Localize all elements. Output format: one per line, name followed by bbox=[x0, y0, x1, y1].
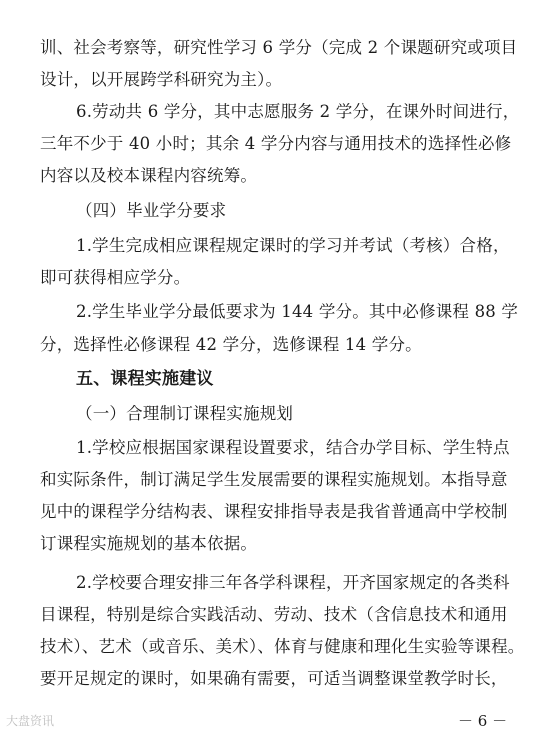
text-line: 分，选择性必修课程 42 学分，选修课程 14 学分。 bbox=[40, 335, 422, 354]
text-line: 1.学校应根据国家课程设置要求，结合办学目标、学生特点 bbox=[76, 438, 510, 457]
page-number: － 6 － bbox=[458, 712, 508, 730]
text-line: 6.劳动共 6 学分，其中志愿服务 2 学分，在课外时间进行， bbox=[76, 102, 520, 121]
text-line: 和实际条件，制订满足学生发展需要的课程实施规划。本指导意 bbox=[40, 470, 508, 489]
text-line: 三年不少于 40 小时；其余 4 学分内容与通用技术的选择性必修 bbox=[40, 134, 512, 153]
text-line: 2.学生毕业学分最低要求为 144 学分。其中必修课程 88 学 bbox=[76, 302, 519, 321]
text-line: 要开足规定的课时，如果确有需要，可适当调整课堂教学时长， bbox=[40, 669, 508, 688]
text-line: 1.学生完成相应课程规定课时的学习并考试（考核）合格， bbox=[76, 236, 510, 255]
text-line: 见中的课程学分结构表、课程安排指导表是我省普通高中学校制 bbox=[40, 502, 508, 521]
text-line: 订课程实施规划的基本依据。 bbox=[40, 534, 258, 553]
text-line: 设计，以开展跨学科研究为主）。 bbox=[40, 70, 283, 89]
text-line: 训、社会考察等，研究性学习 6 学分（完成 2 个课题研究或项目 bbox=[40, 38, 518, 57]
section-heading-course-planning: （一）合理制订课程实施规划 bbox=[76, 404, 294, 423]
text-line: 2.学校要合理安排三年各学科课程，开齐国家规定的各类科 bbox=[76, 573, 510, 592]
text-line: 技术）、艺术（或音乐、美术）、体育与健康和理化生实验等课程。 bbox=[40, 637, 525, 656]
chapter-heading-course-implementation: 五、课程实施建议 bbox=[76, 369, 214, 389]
text-line: 目课程，特别是综合实践活动、劳动、技术（含信息技术和通用 bbox=[40, 605, 508, 624]
text-line: 内容以及校本课程内容统筹。 bbox=[40, 166, 258, 185]
section-heading-graduation-credits: （四）毕业学分要求 bbox=[76, 201, 227, 220]
watermark: 大盘资讯 bbox=[6, 714, 55, 728]
text-line: 即可获得相应学分。 bbox=[40, 268, 191, 287]
